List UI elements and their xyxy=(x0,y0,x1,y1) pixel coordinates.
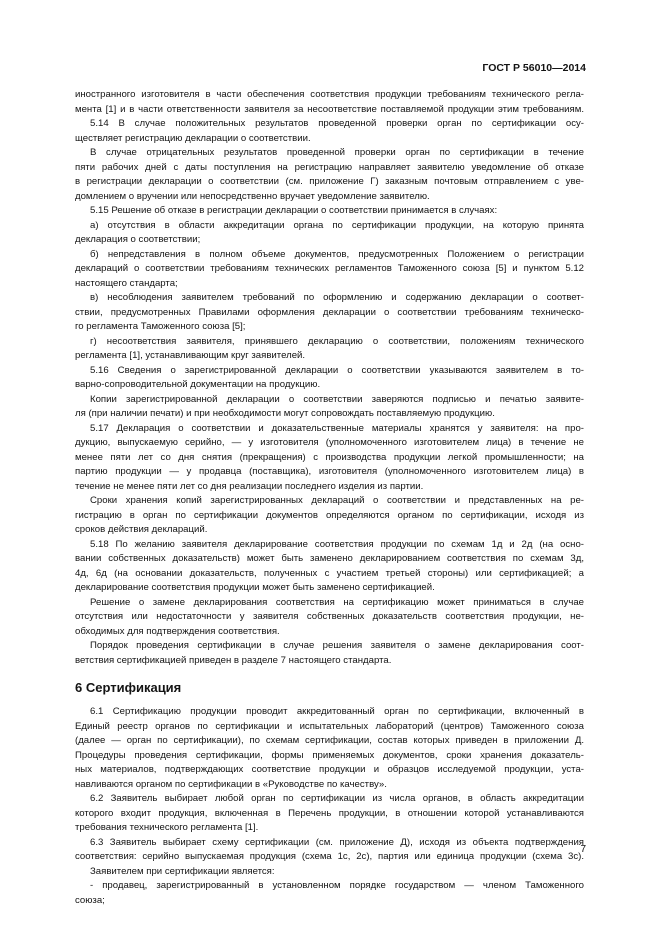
section-5-continuation xyxy=(75,88,584,668)
text-line: требования технического регламента [1]. xyxy=(75,822,259,833)
text-line: ществляет регистрацию декларации о соответствии. xyxy=(75,132,311,144)
text-line: 5.18 По желанию заявителя декларирование соответствия продукции по схемам 1д и 2д (на осно- xyxy=(90,538,584,550)
text-line: мента [1] и в части ответственности заявителя за несоответствие поставляемой продукции этим требованиям. xyxy=(75,103,584,115)
text-line: менее пяти лет со дня снятия (прекращения) с производства продукции легкой промышленности; на xyxy=(75,451,584,463)
text-line: союза; xyxy=(75,894,105,906)
text-line: иностранного изготовителя в части обеспечения соответствия продукции требованиям технического регла- xyxy=(75,89,584,100)
text-line: домлением о вручении или непосредственно вручает уведомление заявителю. xyxy=(75,190,430,202)
text-line: 5.15 Решение об отказе в регистрации декларации о соответствии принимается в случаях: xyxy=(90,205,498,216)
text-line: го регламента Таможенного союза [5]; xyxy=(75,321,246,332)
text-line: 4д, 6д (на основании доказательств, полученных с участием третьей стороны) или сертификацией; а xyxy=(75,567,584,579)
text-line: настоящего стандарта; xyxy=(75,277,178,289)
text-line: б) непредставления в полном объеме документов, предусмотренных Положением о регистрации xyxy=(90,248,584,260)
text-line: 6.2 Заявитель выбирает любой орган по сертификации из числа органов, в область аккредитации xyxy=(90,793,584,804)
text-line: в регистрации декларации о соответствии (см. приложение Г) заказным почтовым отправлением с уве- xyxy=(75,176,584,187)
text-line: (далее — орган по сертификации), по схемам сертификации, состав которых приведен в приложении Д. xyxy=(75,735,584,746)
text-line: ля (при наличии печати) и при необходимости могут сопровождать поставляемую продукцию. xyxy=(75,408,495,419)
text-line: Сроки хранения копий зарегистрированных деклараций о соответствии и представленных на ре- xyxy=(90,495,584,506)
text-line: ных материалов, подтверждающих соответствие продукции и образцов исследуемой продукции, уста- xyxy=(75,764,584,775)
text-line: В случае отрицательных результатов проведенной проверки орган по сертификации в течение xyxy=(90,147,584,158)
text-line: 6.3 Заявитель выбирает схему сертификации (см. приложение Д), исходя из объекта подтверждения xyxy=(90,836,584,848)
text-line: вании собственных доказательств) может быть заменено декларированием соответствия по схемам 3д, xyxy=(75,553,584,564)
text-line: Заявителем при сертификации является: xyxy=(90,865,275,877)
text-line: в) несоблюдения заявителем требований по оформлению и содержанию декларации о соответ- xyxy=(90,292,584,303)
text-line: пяти рабочих дней с даты поступления на регистрацию направляет заявителю уведомление об отказе xyxy=(75,161,584,173)
text-line: сроков действия деклараций. xyxy=(75,524,208,535)
text-line: а) отсутствия в области аккредитации органа по сертификации продукции, на которую принята xyxy=(90,219,584,231)
text-line: 6.1 Сертификацию продукции проводит аккредитованный орган по сертификации, включенный в xyxy=(90,706,584,717)
document-header: ГОСТ Р 56010—2014 xyxy=(482,62,586,74)
text-line: 5.16 Сведения о зарегистрированной декларации о соответствии указываются заявителем в то- xyxy=(90,364,584,376)
text-line: регламента [1], устанавливающим круг заявителей. xyxy=(75,350,306,361)
text-line: 5.14 В случае положительных результатов проведенной проверки орган по сертификации осу- xyxy=(90,118,584,129)
text-line: - продавец, зарегистрированный в установленном порядке государством — членом Таможенного xyxy=(90,880,584,891)
text-line: навливаются органом по сертификации в «Руководстве по качеству». xyxy=(75,778,387,790)
section-6-body xyxy=(75,705,584,908)
text-line: Копии зарегистрированной декларации о соответствии заверяются подписью и печатью заявите- xyxy=(90,393,584,405)
text-line: дукцию, выпускаемую серийно, — у изготовителя (уполномоченного изготовителем лица) в течение не xyxy=(75,437,584,448)
text-line: декларация о соответствии; xyxy=(75,234,201,245)
document-body xyxy=(75,88,584,908)
section-title: 6 Сертификация xyxy=(75,680,182,695)
text-line: 5.17 Декларация о соответствии и доказательственные материалы хранятся у заявителя: на про- xyxy=(90,422,584,434)
text-line: ветствия сертификацией приведен в разделе 7 настоящего стандарта. xyxy=(75,654,392,666)
page-number: 7 xyxy=(580,844,586,855)
text-line: Решение о замене декларирования соответствия на сертификацию может приниматься в случае xyxy=(90,596,584,608)
text-line: партию продукции — у продавца (поставщика), изготовителя (уполномоченного изготовителем лица) в xyxy=(75,466,584,477)
text-line: обходимых для подтверждения соответствия. xyxy=(75,625,280,637)
text-line: Порядок проведения сертификации в случае решения заявителя о замене декларирования соот- xyxy=(90,640,584,651)
text-line: которого входит продукция, включенная в Перечень продукции, в отношении которой устанавливаются xyxy=(75,807,584,819)
text-line: варно-сопроводительной документации на продукцию. xyxy=(75,379,321,390)
text-line: отсутствия или недостаточности у заявителя собственных доказательств соответствия продукции, не- xyxy=(75,611,584,622)
text-line: декларирование соответствия продукции может быть заменено сертификацией. xyxy=(75,582,435,593)
text-line: соответствия: серийно выпускаемая продукция (схема 1с, 2с), партия или единица продукции (схема 3с). xyxy=(75,851,584,862)
text-line: г) несоответствия заявителя, принявшего декларацию о соответствии, положениям технического xyxy=(90,335,584,347)
text-line: гистрацию в орган по сертификации документов определяются органом по сертификации, исходя из xyxy=(75,509,584,521)
text-line: Единый реестр органов по сертификации и испытательных лабораторий (центров) Таможенного союза xyxy=(75,720,584,732)
text-line: деклараций о соответствии требованиям технических регламентов Таможенного союза [5] и пунктом 5.12 xyxy=(75,263,584,274)
text-line: Процедуры проведения сертификации, формы применяемых документов, сроки хранения доказатель- xyxy=(75,749,584,761)
text-line: течение не менее пяти лет со дня реализации последнего изделия из партии. xyxy=(75,480,424,492)
text-line: ствии, предусмотренных Правилами оформления декларации о соответствии требованиям техническо- xyxy=(75,306,584,318)
